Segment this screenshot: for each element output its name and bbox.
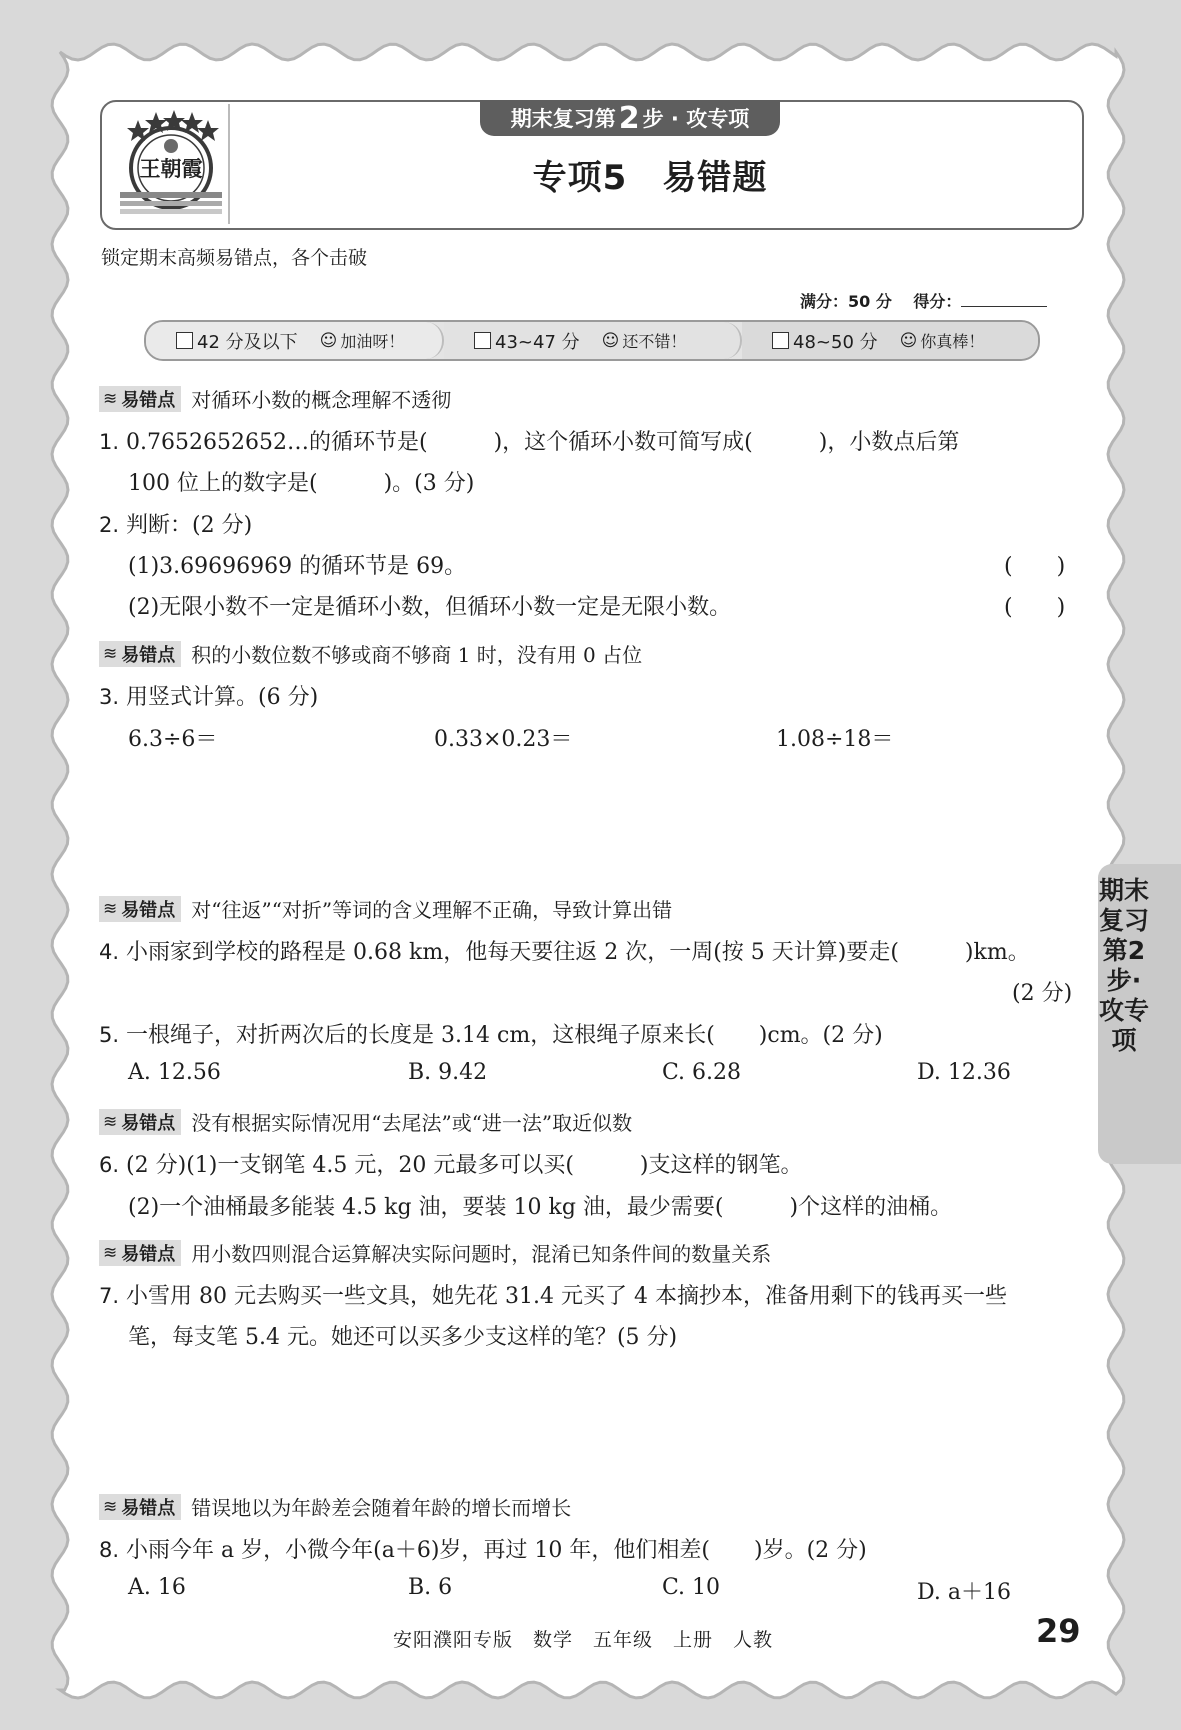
question-6-line1: 6. (2 分)(1)一支钢笔 4.5 元，20 元最多可以买( )支这样的钢笔。 (99, 1153, 803, 1178)
question-3-item: 6.3÷6＝ (128, 727, 218, 752)
rating-segment (146, 322, 444, 359)
footer-text: 安阳濮阳专版 数学 五年级 上册 人教 (393, 1629, 774, 1651)
answer-paren[interactable]: ( ) (1004, 554, 1066, 579)
tag-label-box: ≋ 易错点 (99, 386, 181, 412)
score-blank[interactable] (961, 292, 1047, 307)
tag-label-box: ≋ 易错点 (99, 641, 181, 667)
error-point-text: 错误地以为年龄差会随着年龄的增长而增长 (191, 1496, 572, 1520)
option-b[interactable]: B. 6 (408, 1575, 453, 1600)
question-1-line1: 1. 0.7652652652…的循环节是( )，这个循环小数可简写成( )，小数点后第 (99, 430, 960, 455)
wave-icon: ≋ (103, 898, 116, 919)
question-3-item: 1.08÷18＝ (776, 727, 894, 752)
option-a[interactable]: A. 12.56 (128, 1060, 221, 1085)
subtitle: 锁定期末高频易错点，各个击破 (101, 247, 368, 269)
error-point-tag (99, 1492, 571, 1521)
option-b[interactable]: B. 9.42 (408, 1060, 488, 1085)
checkbox[interactable] (772, 332, 789, 349)
smiley-icon: ☺ (601, 330, 620, 351)
error-point-tag (99, 1238, 771, 1267)
error-point-tag (99, 384, 451, 413)
error-point-text: 没有根据实际情况用“去尾法”或“进一法”取近似数 (191, 1111, 633, 1135)
rating-cheer: 还不错！ (622, 332, 687, 351)
logo (112, 106, 230, 220)
step-tab (480, 100, 780, 136)
wave-icon: ≋ (103, 1111, 116, 1132)
question-6-line2: (2)一个油桶最多能装 4.5 kg 油，要装 10 kg 油，最少需要( )个这样的油桶。 (128, 1195, 953, 1220)
rating-cheer: 加油呀！ (340, 332, 405, 351)
page-title: 专项5 易错题 (532, 158, 768, 198)
question-2-item-1: (1)3.69696969 的循环节是 69。 (128, 554, 467, 579)
question-4-line1: 4. 小雨家到学校的路程是 0.68 km，他每天要往返 2 次，一周(按 5 天计算)要走( )km。 (99, 940, 1030, 965)
option-a[interactable]: A. 16 (128, 1575, 186, 1600)
checkbox[interactable] (176, 332, 193, 349)
wave-icon: ≋ (103, 1242, 116, 1263)
question-1-line2: 100 位上的数字是( )。(3 分) (128, 471, 475, 496)
tag-label-box: ≋ 易错点 (99, 1240, 181, 1266)
rating-range: 43~47 分 (495, 331, 580, 353)
question-4-score: (2 分) (1012, 981, 1073, 1006)
full-score: 满分：50 分 (800, 292, 892, 311)
smiley-icon: ☺ (899, 330, 918, 351)
question-7-line1: 7. 小雪用 80 元去购买一些文具，她先花 31.4 元买了 4 本摘抄本，准备用剩下的钱再买一些 (99, 1284, 1007, 1309)
error-point-tag (99, 1107, 632, 1136)
rating-cheer: 你真棒！ (920, 332, 985, 351)
question-5-stem: 5. 一根绳子，对折两次后的长度是 3.14 cm，这根绳子原来长( )cm。(2 分) (99, 1023, 883, 1048)
step-suffix: 步 · 攻专项 (642, 107, 750, 131)
question-2-item-2: (2)无限小数不一定是循环小数，但循环小数一定是无限小数。 (128, 595, 732, 620)
error-point-text: 对“往返”“对折”等词的含义理解不正确，导致计算出错 (191, 898, 673, 922)
rating-bar (144, 320, 1040, 361)
question-3-item: 0.33×0.23＝ (434, 727, 573, 752)
question-8-stem: 8. 小雨今年 a 岁，小微今年(a＋6)岁，再过 10 年，他们相差( )岁。(2 分) (99, 1538, 867, 1563)
step-number: 2 (618, 100, 640, 136)
option-d[interactable]: D. 12.36 (917, 1060, 1011, 1085)
error-point-text: 对循环小数的概念理解不透彻 (191, 388, 452, 412)
error-point-text: 用小数四则混合运算解决实际问题时，混淆已知条件间的数量关系 (191, 1242, 772, 1266)
question-2-stem: 2. 判断：(2 分) (99, 513, 253, 538)
side-tab-label: 期末复习第2步·攻专项 (1098, 876, 1149, 1055)
checkbox[interactable] (474, 332, 491, 349)
answer-paren[interactable]: ( ) (1004, 595, 1066, 620)
rating-segment (742, 322, 1038, 359)
score-line (800, 289, 1047, 312)
error-point-text: 积的小数位数不够或商不够商 1 时，没有用 0 占位 (191, 643, 643, 667)
error-point-tag (99, 894, 672, 923)
error-point-tag (99, 639, 642, 668)
rating-segment (444, 322, 742, 359)
logo-divider (228, 104, 230, 224)
wave-icon: ≋ (103, 388, 116, 409)
logo-text: 王朝霞 (139, 156, 203, 181)
wave-icon: ≋ (103, 643, 116, 664)
step-prefix: 期末复习第 (510, 107, 616, 131)
tag-label-box: ≋ 易错点 (99, 896, 181, 922)
question-7-line2: 笔，每支笔 5.4 元。她还可以买多少支这样的笔？(5 分) (128, 1325, 678, 1350)
page-number: 29 (1036, 1612, 1081, 1650)
tag-label-box: ≋ 易错点 (99, 1494, 181, 1520)
tag-label-box: ≋ 易错点 (99, 1109, 181, 1135)
option-d[interactable]: D. a＋16 (917, 1580, 1011, 1605)
rating-range: 42 分及以下 (197, 331, 298, 353)
wave-icon: ≋ (103, 1496, 116, 1517)
option-c[interactable]: C. 10 (662, 1575, 721, 1600)
smiley-icon: ☺ (319, 330, 338, 351)
question-3-stem: 3. 用竖式计算。(6 分) (99, 685, 319, 710)
got-score-label: 得分： (913, 292, 962, 311)
option-c[interactable]: C. 6.28 (662, 1060, 742, 1085)
rating-range: 48~50 分 (793, 331, 878, 353)
